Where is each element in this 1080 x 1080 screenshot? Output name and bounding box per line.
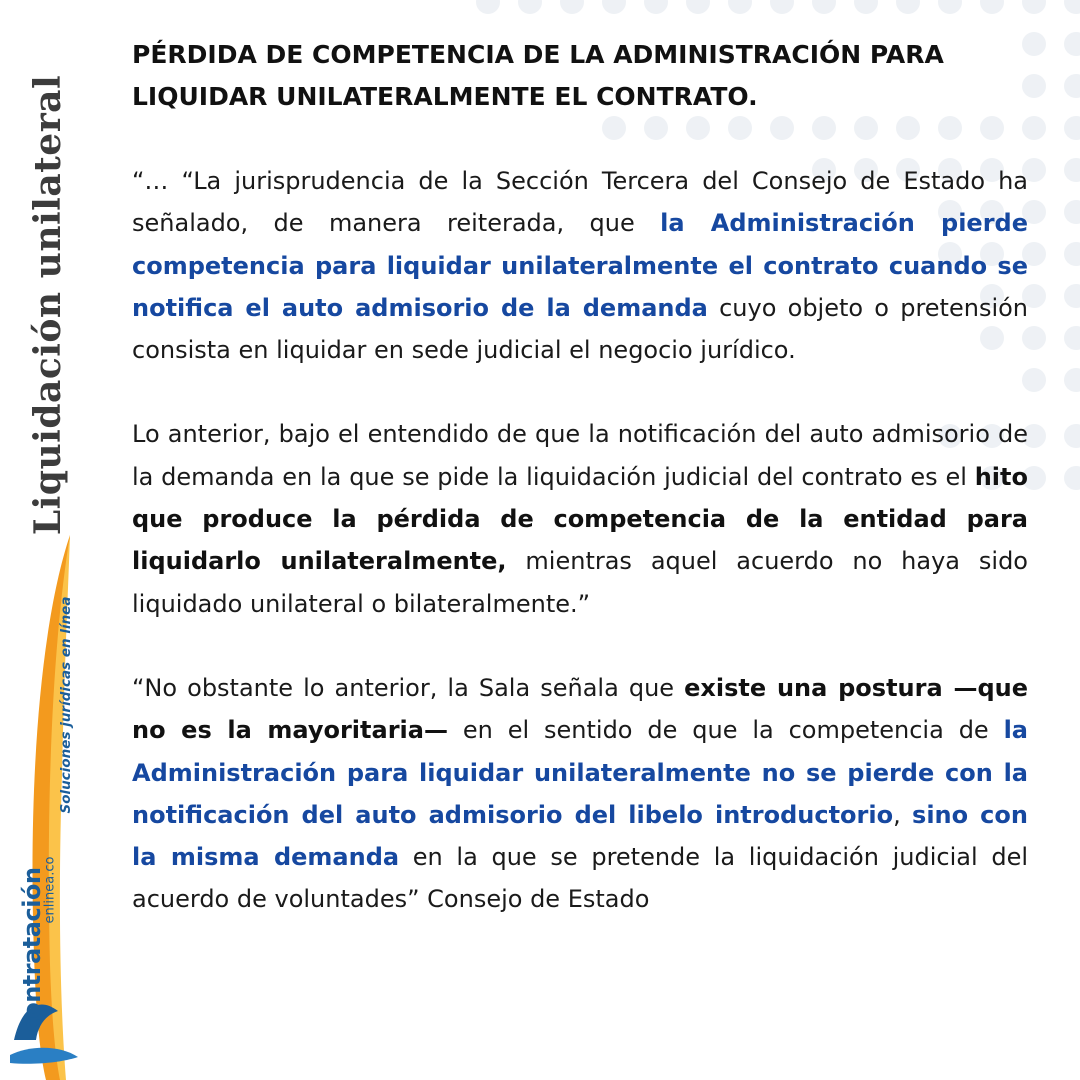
logo-domain: enlinea.co bbox=[42, 856, 58, 924]
logo-tagline: Soluciones jurídicas en línea bbox=[58, 596, 74, 814]
logo-wordmark: contratación bbox=[18, 867, 46, 1033]
article-body bbox=[132, 34, 1028, 921]
paragraph-2-text-b: mientras aquel acuerdo no haya sido liquidado unilateral o bilateralmente.” bbox=[132, 547, 1028, 618]
paragraph-1-text-a: “… “La jurisprudencia de la Sección Tercera del Consejo de Estado ha señalado, de manera reiterada, que bbox=[132, 167, 1028, 238]
paragraph-2-bold: hito que produce la pérdida de competencia de la entidad para liquidarlo unilateralmente, bbox=[132, 462, 1028, 576]
paragraph-3-text-a: “No obstante lo anterior, la Sala señala que bbox=[132, 673, 685, 702]
paragraph-3-highlight-b: sino con la misma demanda bbox=[132, 800, 1028, 872]
paragraph-1-text-b: cuyo objeto o pretensión consista en liquidar en sede judicial el negocio jurídico. bbox=[132, 293, 1029, 365]
article-heading: PÉRDIDA DE COMPETENCIA DE LA ADMINISTRACIÓN PARA LIQUIDAR UNILATERALMENTE EL CONTRATO. bbox=[132, 40, 944, 111]
paragraph-1 bbox=[132, 160, 1028, 371]
paragraph-2 bbox=[132, 413, 1028, 624]
paragraph-2-text-a: Lo anterior, bajo el entendido de que la notificación del auto admisorio de la demanda en la que se pide la liquidación judicial del contrato es el bbox=[132, 420, 1028, 491]
paragraph-1-highlight: la Administración pierde competencia para liquidar unilateralmente el contrato cuando se notifica el auto admisorio de la demanda bbox=[132, 209, 1028, 322]
paragraph-3 bbox=[132, 667, 1028, 921]
paragraph-3-highlight-a: la Administración para liquidar unilateralmente no se pierde con la notificación del auto admisorio del libelo introductorio bbox=[132, 716, 1028, 829]
paragraph-3-text-c: , bbox=[893, 800, 913, 829]
vertical-section-title: Liquidación unilateral bbox=[27, 74, 69, 536]
paragraph-3-text-b: en el sentido de que la competencia de bbox=[447, 716, 1004, 745]
paragraph-3-bold: existe una postura —que no es la mayoritaria— bbox=[132, 673, 1029, 745]
paragraph-3-text-d: en la que se pretende la liquidación judicial del acuerdo de voluntades” Consejo de Estado bbox=[132, 843, 1028, 914]
